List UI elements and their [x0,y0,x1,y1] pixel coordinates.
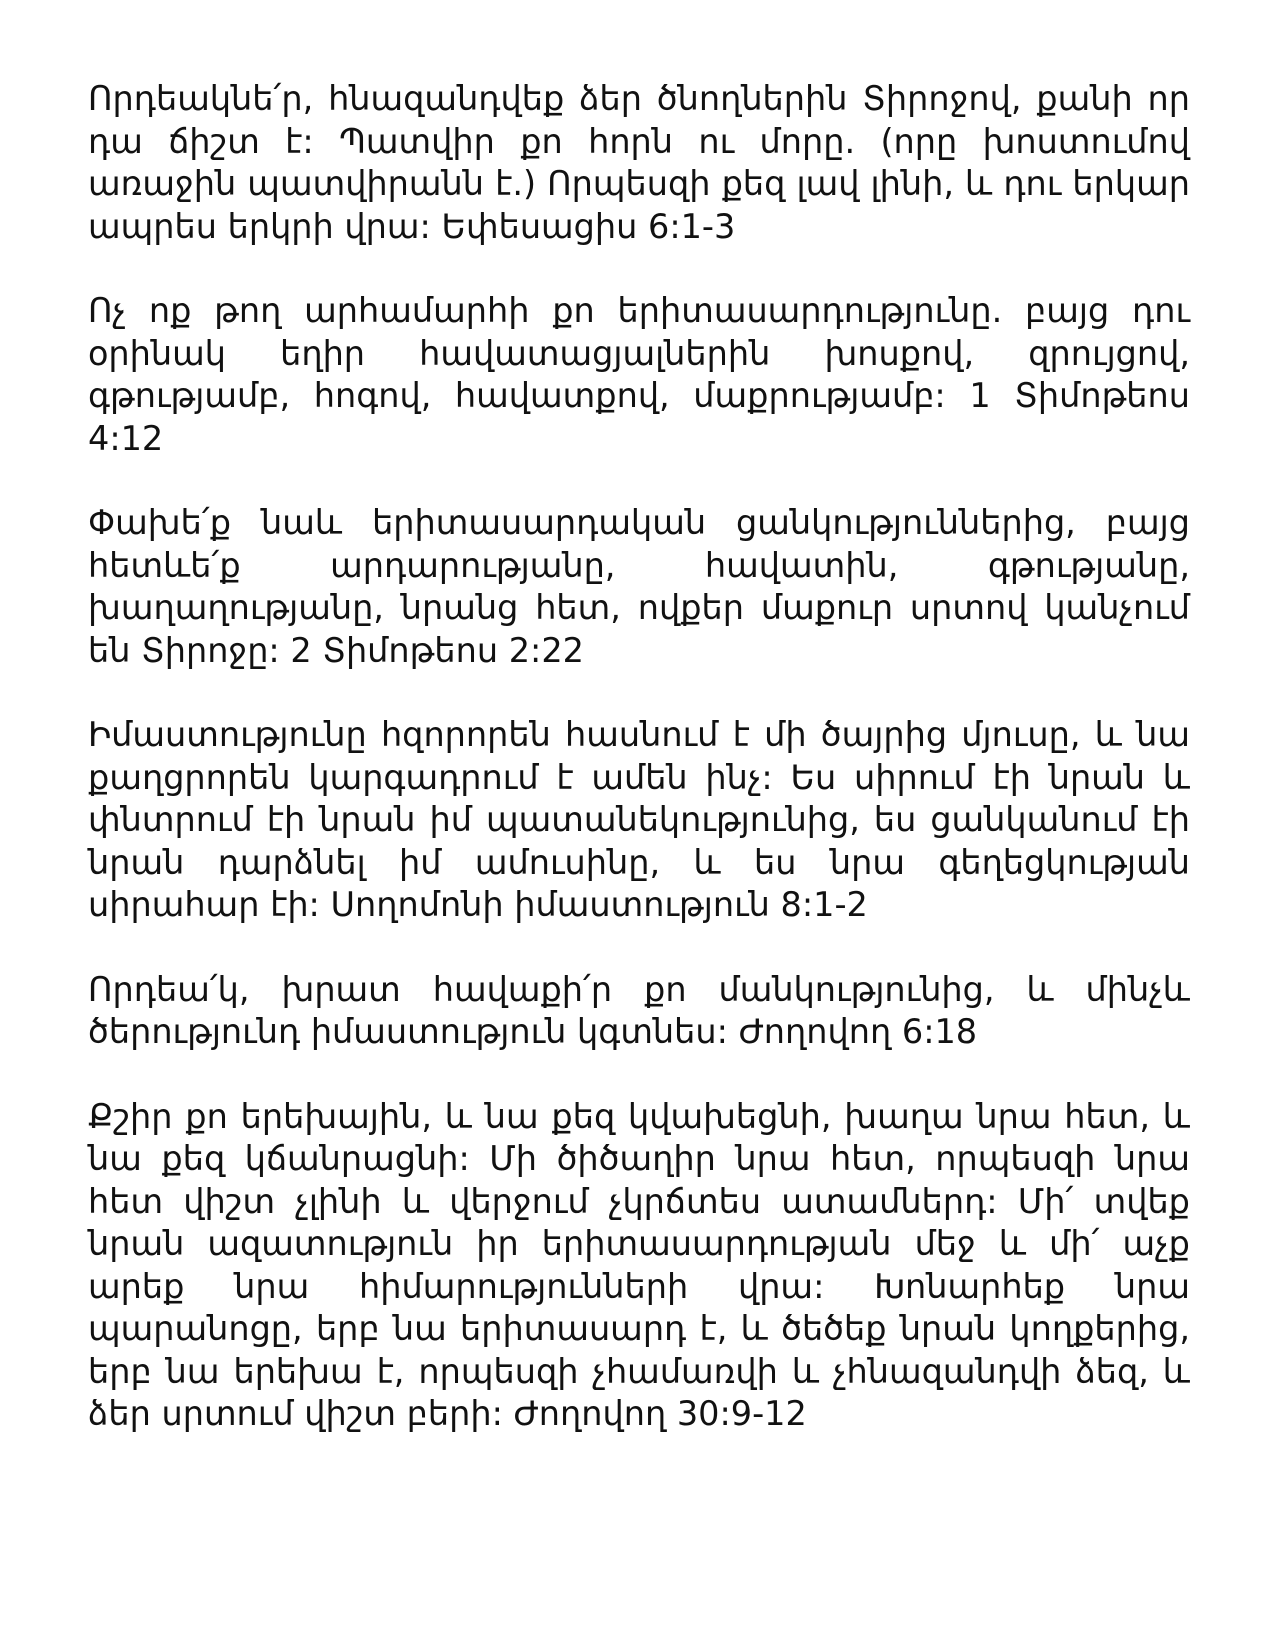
verse-reference: Ժողովող 30:9-12 [513,1394,807,1433]
verse-text: Քշիր քո երեխային, և նա քեզ կվախեցնի, խաղա նրա հետ, և նա քեզ կճանրացնի: Մի ծիծաղիր նրա հետ, որպեսզի նրա հետ վիշտ չլինի և վերջում չկրճտես ատամներդ: Մի՛ տվեք նրան ազատություն իր երիտասարդության մեջ և մի՛ աչք արեք նրա հիմարությունների վրա: Խոնարհեք նրա պարանոցը, երբ նա երիտասարդ է, և ծեծեք նրան կողքերից, երբ նա երեխա է, որպեսզի չհամառվի և չհնազանդվի ձեզ, և ձեր սրտում վիշտ բերի: [88,1096,1190,1433]
verse-paragraph-1 [88,78,1190,248]
verse-text: Որդեակնե՛ր, հնազանդվեք ձեր ծնողներին Տիրոջով, քանի որ դա ճիշտ է: Պատվիր քո հորն ու մորը. (որը խոստումով առաջին պատվիրանն է.) Որպեսզի քեզ լավ լինի, և դու երկար ապրես երկրի վրա: Եփեսացիս 6:1-3 [88,79,1190,246]
verse-text: Փախե՛ք նաև երիտասարդական ցանկություններից, բայց հետևե՛ք արդարությանը, հավատին, գթությանը, խաղաղությանը, նրանց հետ, ովքեր մաքուր սրտով կանչում են Տիրոջը: 2 Տիմոթեոս 2:22 [88,503,1190,670]
verse-text: Ոչ ոք թող արհամարհի քո երիտասարդությունը. բայց դու օրինակ եղիր հավատացյալներին խոսքով, զրույցով, գթությամբ, հոգով, հավատքով, մաքրությամբ: [88,291,1190,415]
document-page [88,78,1190,1478]
verse-paragraph-5 [88,969,1190,1054]
verse-paragraph-3 [88,502,1190,672]
verse-paragraph-4 [88,714,1190,927]
verse-reference: 1 Տիմոթեոս 4:12 [88,376,1191,458]
verse-text: Իմաստությունը հզորորեն հասնում է մի ծայրից մյուսը, և նա քաղցրորեն կարգադրում է ամեն ինչ: Ես սիրում էի նրան և փնտրում էի նրան իմ պատանեկությունից, ես ցանկանում էի նրան դարձնել իմ ամուսինը, և ես նրա գեղեցկության սիրահար էի: Սողոմոնի իմաստություն 8:1-2 [88,715,1190,924]
verse-text: Որդեա՛կ, խրատ հավաքի՛ր քո մանկությունից, և մինչև ծերությունդ իմաստություն կգտնես: Ժողովող 6:18 [88,969,1190,1051]
verse-paragraph-6 [88,1096,1190,1436]
verse-paragraph-2 [88,290,1190,460]
